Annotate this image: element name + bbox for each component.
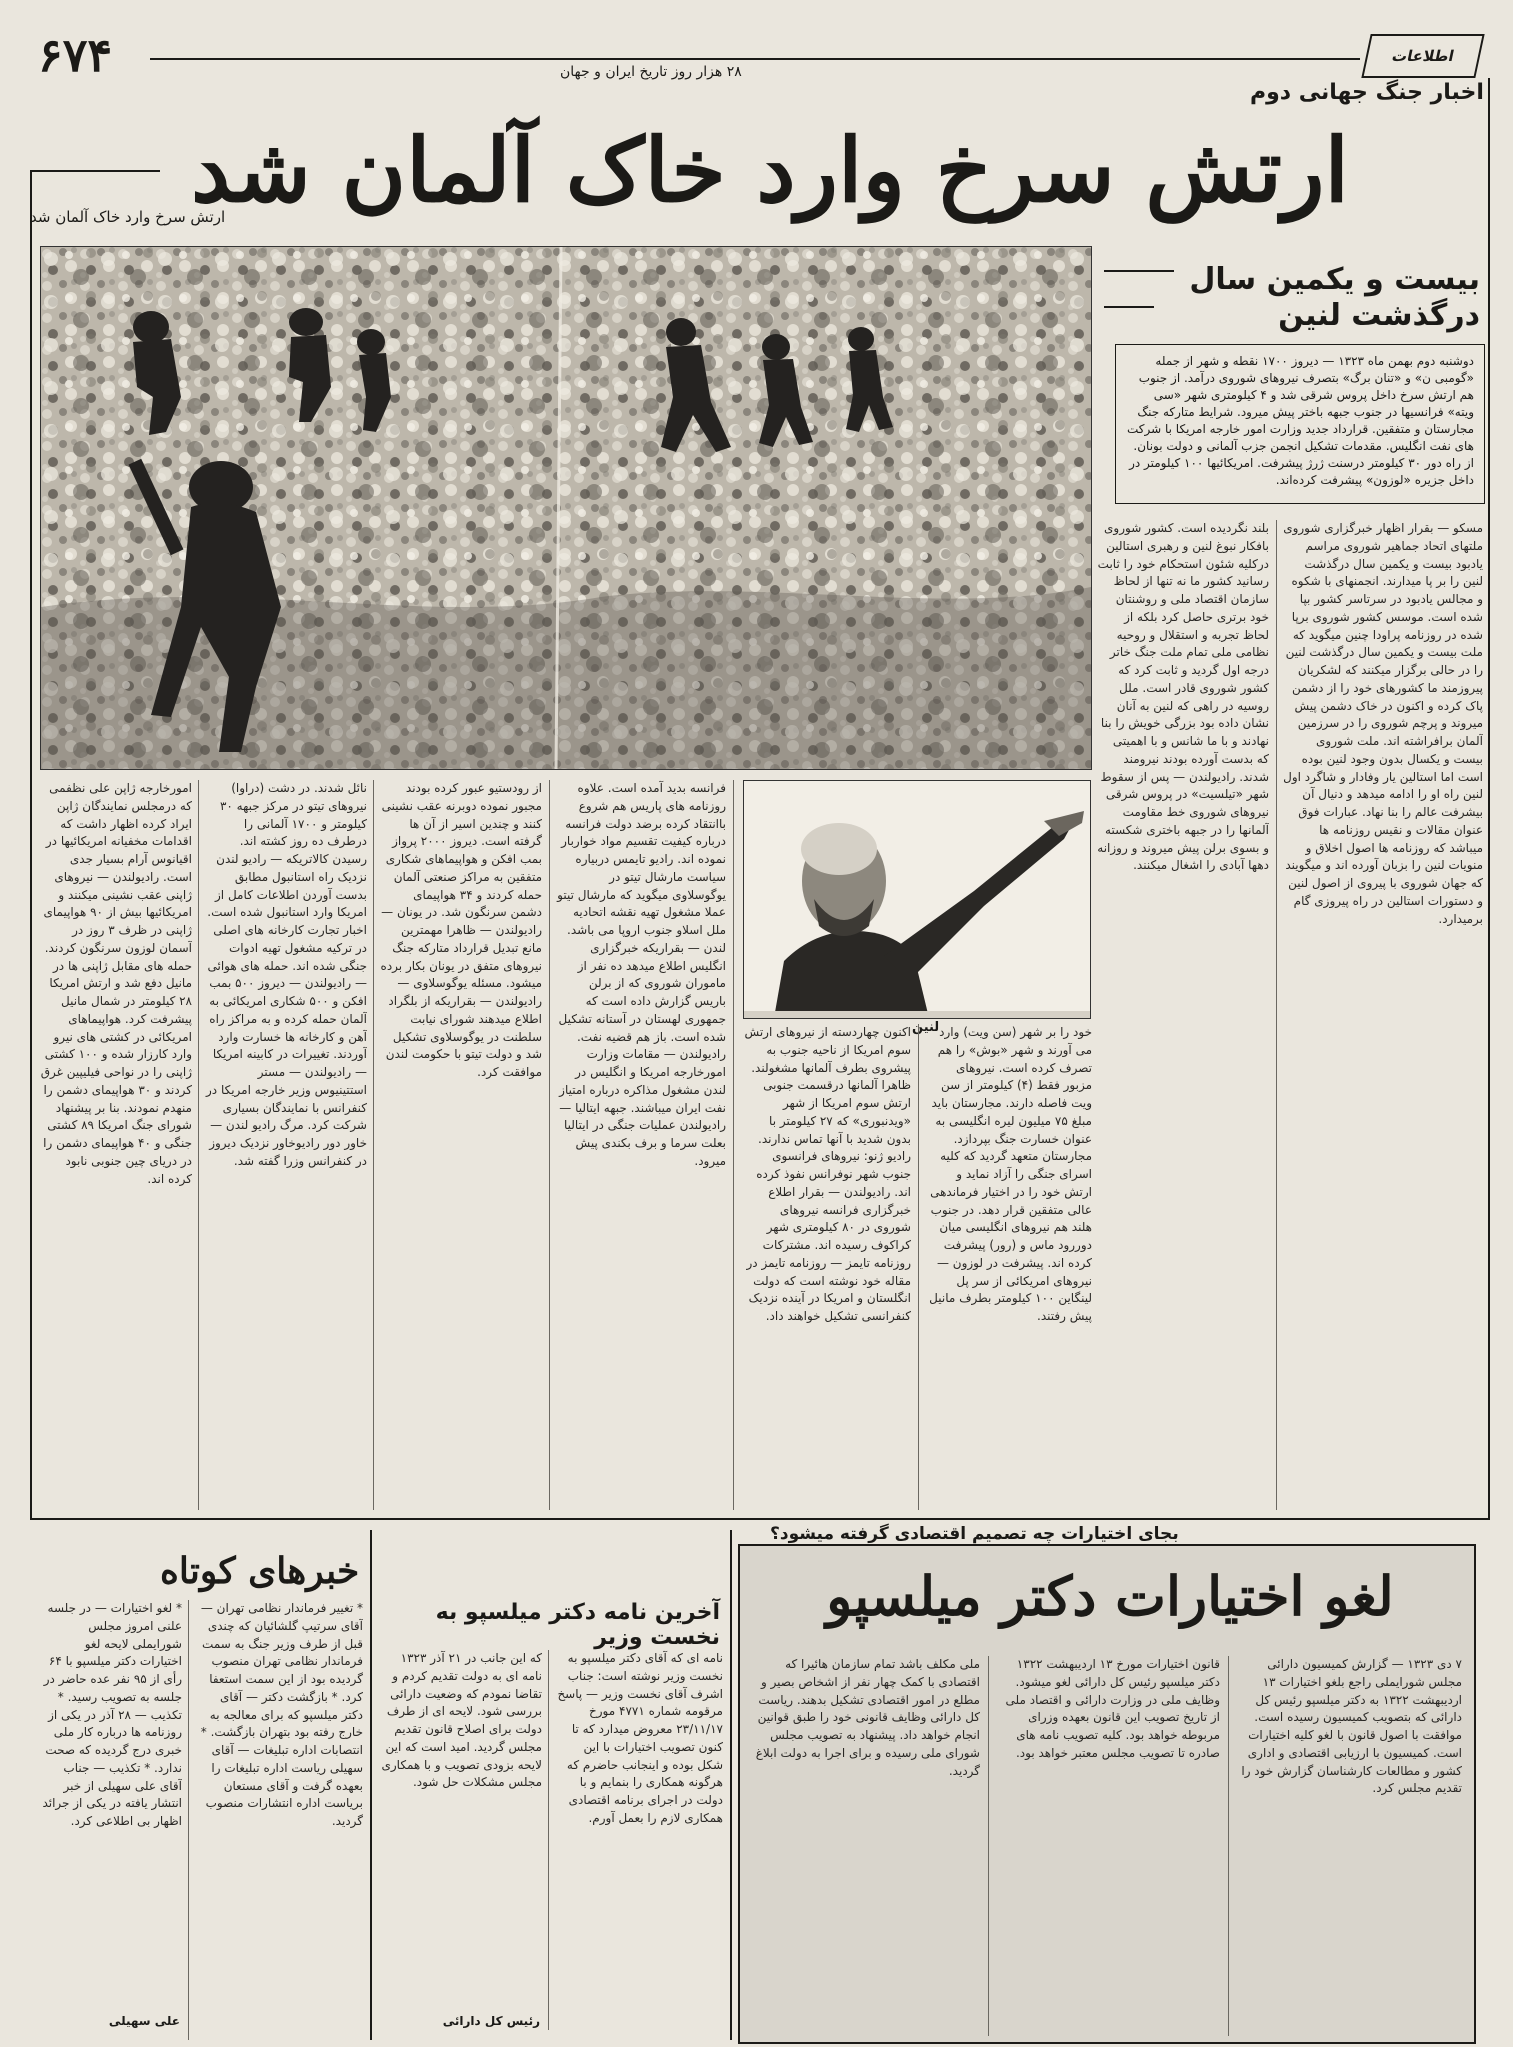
column-divider <box>918 1024 919 1510</box>
column-divider <box>548 1650 549 2030</box>
news-summary-box: دوشنبه دوم بهمن ماه ۱۳۲۳ — دیروز ۱۷۰۰ نقطه و شهر از جمله «گومبی ن» و «تنان برگ» بتصرف نیروهای شوروی درآمد. از جنوب هم ارتش سرخ داخل پروس شرقی شد و ۴ کیلومتری شهر «سی ویته» فرانسیها در جنوب جبهه باختر پیش میرود. شرایط متارکه جنگ مجارستان و متفقین. قرارداد جدید وزارت امور خارجه امریکا با شرکت های نفت انگلیس. مقدمات تشکیل انجمن جزب آلمانی و دولت بونان. از راه دور ۳۰ کیلومتر درسنت ژرژ پیشرفت. امریکائیها ۱۰۰ کیلومتر در داخل جزیره «لوزون» پیشرفت کرده‌اند. <box>1115 344 1485 504</box>
article-column-f: امورخارجه ژاپن علی نظفمی که درمجلس نمایندگان ژاپن ایراد کرده اظهار داشت که اقدامات مخفیانه امریکائیها در اقیانوس آرام بسیار جدی است. رادیولندن — نیروهای ژاپنی عقب نشینی میکنند و امریکائیها بیش از ۹۰ هواپیمای ژاپنی در ظرف ۳ روز در آسمان لوزون سرنگون کردند. حمله های مقابل ژاپنی ها در مانیل دفع شد و ارتش امریکا ۲۸ کیلومتر در شمال مانیل پیشرفت کرد. هواپیماهای امریکائی در کشتی های نیرو وارد کارزار شده و ۱۰۰ کشتی ژاپنی را در نواحی فیلیپین غرق کردند و ۳۰ هواپیمای دشمن را منهدم نمودند. بنا بر پیشنهاد شورای جنگ امریکا ۸۹ کشتی جنگی و ۴۰ هواپیمای دشمن را در دریای چین جنوبی نابود کرده اند. <box>40 781 192 1186</box>
millspaugh-article-box <box>738 1544 1476 2044</box>
battle-photo <box>40 246 1092 770</box>
short-news-column-2: * لغو اختیارات — در جلسه علنی امروز مجلس شورایملی لایحه لغو اختیارات دکتر میلسپو با ۶۴ رأی از ۹۵ نفر عده حاضر در جلسه به تصویب رسید. * تکذیب — ۲۸ آذر در یکی از روزنامه ها درباره کار ملی خبری درج گردیده که صحت ندارد. * تکذیب — جناب آقای علی سهیلی از خبر انتشار یافته در یکی از جرائد اظهار بی اطلاعی کرد. <box>42 1601 182 1828</box>
short-news-column-1: * تغییر فرماندار نظامی تهران — آقای سرتیپ گلشائیان که چندی قبل از طرف وزیر جنگ به سمت فرماندار نظامی تهران منصوب گردیده بود از این سمت استعفا کرد. * بازگشت دکتر — آقای دکتر میلسپو که برای معالجه به خارج رفته بود بتهران بازگشت. * انتصابات اداره تبلیغات — آقای سهیلی ریاست اداره تبلیغات را بعهده گرفت و آقای مستعان بریاست اداره انتشارات منصوب گردید. <box>200 1601 363 1828</box>
millspaugh-headline: لغو اختیارات دکتر میلسپو <box>826 1564 1394 1628</box>
letter-signature: رئیس کل دارائی <box>442 2014 540 2028</box>
masthead-rule <box>150 58 1360 60</box>
letter-column-1: نامه ای که آقای دکتر میلسپو به نخست وزیر نوشته است: جناب اشرف آقای نخست وزیر — پاسخ مرقومه شماره ۴۷۷۱ مورخ ۲۳/۱۱/۱۷ معروض میدارد که تا کنون تصویب اختیارات با این شکل بوده و اینجانب حاضرم که هرگونه همکاری را بنمایم و با دولت در اجرای برنامه اقتصادی همکاری لازم را بعمل آورم. <box>557 1651 723 1825</box>
article-column-c: فرانسه بدید آمده است. علاوه روزنامه های پاریس هم شروع باانتقاد کرده برضد دولت فرانسه درباره کیفیت تقسیم مواد خواربار نموده اند. رادیو تایمس دربیاره سیاست مارشال تیتو در یوگوسلاوی میگوید که مارشال تیتو عملا مشغول تهیه نقشه اتحادیه ملل اسلاو جنوب اروپا می باشد. لندن — بقراریکه خبرگزاری انگلیس اطلاع میدهد ده نفر از ماموران شوروی که از برلن باریس گزارش داده است که جمهوری لهستان در آستانه تشکیل شده است. باز هم قضیه نفت. رادیولندن — مقامات وزارت امورخارجه امریکا و انگلیس در لندن مشغول مذاکره درباره امتیاز نفت ایران میباشند. جبهه ایتالیا — رادیولندن عملیات جنگی در ایتالیا بعلت سرما و برف بکندی پیش میرود. <box>557 781 726 1168</box>
frame-bottom-rule <box>30 1518 1490 1520</box>
battle-photo-graphic <box>41 247 1091 769</box>
lenin-headline-line1: بیست و یکمین سال <box>1189 262 1480 297</box>
lenin-anniversary-headline <box>1110 262 1480 334</box>
column-divider <box>988 1656 989 2036</box>
newspaper-logo: اطلاعات <box>1361 34 1484 78</box>
article-column-h: اکنون چهاردسته از نیروهای ارتش سوم امریکا از ناحیه جنوب به پیشروی بطرف آلمانها مشغولند. ظاهرا آلمانها درقسمت جنوبی ارتش سوم امریکا از شهر «ویدنبوری» که ۲۷ کیلومتر با بدون شدید با آنها تماس ندارند. رادیو ژنو: نیروهای فرانسوی جنوب شهر نوفرانس نفوذ کرده اند. رادیولندن — بقرار اطلاع خبرگزاری فرانسه نیروهای شوروی در ۸۰ کیلومتری شهر کراکوف رسیده اند. مشترکات روزنامه تایمز — روزنامه تایمز در مقاله خود نوشته است که دولت انگلستان و امریکا در آینده نزدیک کنفرانسی تشکیل خواهند داد. <box>744 1025 911 1323</box>
article-column-g: خود را بر شهر (سن ویت) وارد می آورند و شهر «بوش» را هم تصرف کرده است. نیروهای مزبور فقط (۴) کیلومتر از سن ویت فاصله دارند. مجارستان باید مبلغ ۷۵ میلیون لیره انگلیسی به عنوان خسارت جنگ بپردازد. مجارستان متعهد گردید که کلیه اسرای جنگی را آزاد نماید و ارتش خود را در اختیار فرماندهی عالی متفقین قرار دهد. در جنوب هلند هم نیروهای انگلیسی میان دوررود ماس و (رور) پیشرفت کرده اند. پیشرفت در لوزون — نیروهای امریکائی از سر پل لینگاین ۱۰۰ کیلومتر بطرف مانیل پیش رفتند. <box>929 1025 1092 1323</box>
article-column-d: از رودستیو عبور کرده بودند مجبور نموده دوبرنه عقب نشینی کنند و چندین اسیر از آن ها گرفته است. دیروز ۲۰۰۰ پرواز بمب افکن و هواپیماهای شکاری متفقین به مراکز صنعتی آلمان حمله کردند و ۳۴ هواپیمای دشمن سرنگون شد. در یونان — رادیولندن — ظاهرا مهمترین مانع تبدیل قرارداد متارکه جنگ نیروهای متفق در یونان بکار برده میشود. مسئله یوگوسلاوی — رادیولندن — بقراریکه از بلگراد اطلاع میدهند شورای نیابت سلطنت در یوگوسلاوی تشکیل شد و دولت تیتو با حکومت لندن موافقت کرد. <box>380 781 542 1079</box>
column-divider <box>549 780 550 1510</box>
short-news-signature: علی سهیلی <box>108 2014 180 2028</box>
lenin-headline-rule-bottom <box>1104 306 1154 308</box>
lenin-headline-rule-top <box>1104 270 1174 272</box>
bottom-divider <box>370 1530 372 2040</box>
portrait-caption: لنین <box>912 1020 940 1035</box>
millspaugh-column-3: ملی مکلف باشد تمام سازمان هائیرا که اقتصادی با کمک چهار نفر از اشخاص بصیر و مطلع در امور اقتصادی تشکیل بدهند. ریاست کل دارائی وظایف قانونی خود را طبق قوانین انجام خواهد داد. پیشنهاد به تصویب مجلس شورای ملی رسیده و برای اجرا به دولت ابلاغ گردید. <box>755 1657 980 1778</box>
bottom-divider <box>730 1530 732 2040</box>
column-divider <box>733 780 734 1510</box>
small-caption: ارتش سرخ وارد خاک آلمان شد <box>30 208 226 226</box>
column-divider <box>373 780 374 1510</box>
section-label: اخبار جنگ جهانی دوم <box>1250 80 1484 105</box>
headline-left-rule <box>30 170 160 172</box>
article-column-e: نائل شدند. در دشت (دراوا) نیروهای تیتو در مرکز جبهه ۳۰ کیلومتر و ۱۷۰۰ آلمانی را درطرف ده روز کشته اند. رسیدن کالاتریکه — رادیو لندن نزدیک راه استانبول مطابق بدست آوردن اطلاعات کامل از امریکا وارد استانبول شده است. اخبار تجارت کارخانه های اصلی در ترکیه مشغول تهیه ادوات جنگی شده اند. حمله های هوائی — رادیولندن — دیروز ۵۰۰ بمب افکن و ۵۰۰ شکاری امریکائی به آلمان حمله کرده و به مراکز راه آهن و کارخانه ها خسارت وارد آوردند. تغییرات در کابینه امریکا — رادیولندن — مستر استتینیوس وزیر خارجه امریکا در کنفرانس با نمایندگان بسیاری شرکت کرد. مرگ رادیو لندن — خاور دور رادیوخاور نزدیک دیروز در کنفرانس وزرا گفته شد. <box>205 781 367 1168</box>
lenin-article-column-1: مسکو — بقرار اظهار خبرگزاری شوروی ملتهای اتحاد جماهیر شوروی مراسم یادبود بیست و یکمین سال درگذشت لنین را بر پا میدارند. انجمنهای با شکوه و مجالس یادبود در سرتاسر کشور بپا شده است. موسس کشور شوروی برپا شده در روزنامه پراودا چنین میگوید که ملت بیست و یکمین سال درگذشت لنین را در حالی برگزار میکنند که لشکریان پیروزمند ما کشورهای خود را از دشمن پاک کرده و اکنون در خاک دشمن پیش میروند و پرچم شوروی را در سرزمین آلمان برافراشته اند. ملت شوروی بیست و یکسال بدون وجود لنین بوده است اما استالین یار وفادار و شاگرد اول لنین راه او را ادامه میدهد و دنیال آن بیشرفت عالم را بنا نهاد. عبارات فوق عنوان مقالات و نقیس روزنامه ها میباشد که روزنامه ها اصول اخلاق و منویات لنین را بزبان آورده اند و میگویند که جهان شوروی با پیروی از اصول لنین و دستورات استالین در راه پیروزی گام برمیدارد. <box>1283 521 1483 926</box>
main-headline: ارتش سرخ وارد خاک آلمان شد <box>190 118 1349 222</box>
millspaugh-column-2: قانون اختیارات مورخ ۱۳ اردیبهشت ۱۳۲۲ دکتر میلسپو رئیس کل دارائی لغو میشود. وظایف ملی در وزارت دارائی و اقتصاد ملی از تاریخ تصویب این قانون بعهده وزرای مربوطه خواهد بود. کلیه تصویب نامه های صادره تا تصویب مجلس معتبر خواهد بود. <box>1005 1657 1220 1760</box>
column-divider <box>198 780 199 1510</box>
frame-right-rule <box>1488 78 1490 1518</box>
lenin-portrait-graphic <box>744 781 1090 1018</box>
letter-headline: آخرین نامه دکتر میلسپو به نخست وزیر <box>435 1600 720 1650</box>
frame-left-rule <box>30 170 32 1520</box>
short-news-title: خبرهای کوتاه <box>160 1550 360 1592</box>
millspaugh-column-1: ۷ دی ۱۳۲۳ — گزارش کمیسیون دارائی مجلس شورایملی راجع بلغو اختیارات ۱۳ اردیبهشت ۱۳۲۲ به دکتر میلسپو رئیس کل دارائی که بتصویب کمیسیون رسیده است. موافقت با اصول قانون با لغو کلیه اختیارات است. کمیسیون با ارزیابی اقتصادی و اداری کشور و مطالعات کارشناسان گزارش خود را تقدیم مجلس کرد. <box>1241 1657 1462 1796</box>
column-divider <box>188 1600 189 2040</box>
question-headline: بجای اختیارات چه تصمیم اقتصادی گرفته میشود؟ <box>770 1524 1179 1544</box>
lenin-headline-line2: درگذشت لنین <box>1278 298 1480 333</box>
lenin-article-column-2: بلند نگردیده است. کشور شوروی بافکار نبوغ لنین و رهبری استالین درکلیه شئون استحکام خود را ثابت رسانید کشور ما نه تنها از لحاظ سازمان اقتصاد ملی و روشنتان خود برتری حاصل کرد بلکه از لحاظ تجربه و استقلال و روحیه نظامی ملی تمام ملت جنگ خاتر درجه اول گردید و ثابت کرد که کشور شوروی قادر است. ملل روسیه در راهی که لنین به آنان نشان داده بود بزرگی خویش را بنا نهادند و با ما شانس و با اهمیتی که بدست آورده بودند نیرومند شدند. رادیولندن — پس از سقوط شهر «تیلسیت» در پروس شرقی نیروهای شوروی خط مقاومت آلمانها را در جبهه باختری شکسته و بسوی برلن پیش میروند و روزانه دهها آبادی را اشغال میکنند. <box>1097 521 1269 873</box>
letter-column-2: که این جانب در ۲۱ آذر ۱۳۲۳ نامه ای به دولت تقدیم کردم و تقاضا نمودم که وضعیت دارائی بررسی شود. لایحه ای از طرف دولت برای اصلاح قانون تقدیم مجلس گردید. امید است که این لایحه بزودی تصویب و با همکاری مجلس مشکلات حل شود. <box>381 1651 542 1790</box>
column-divider <box>1276 520 1277 1510</box>
page-number: ۶۷۴ <box>38 28 113 82</box>
series-caption: ۲۸ هزار روز تاریخ ایران و جهان <box>560 64 742 80</box>
lenin-portrait-photo <box>743 780 1091 1019</box>
column-divider <box>1228 1656 1229 2036</box>
